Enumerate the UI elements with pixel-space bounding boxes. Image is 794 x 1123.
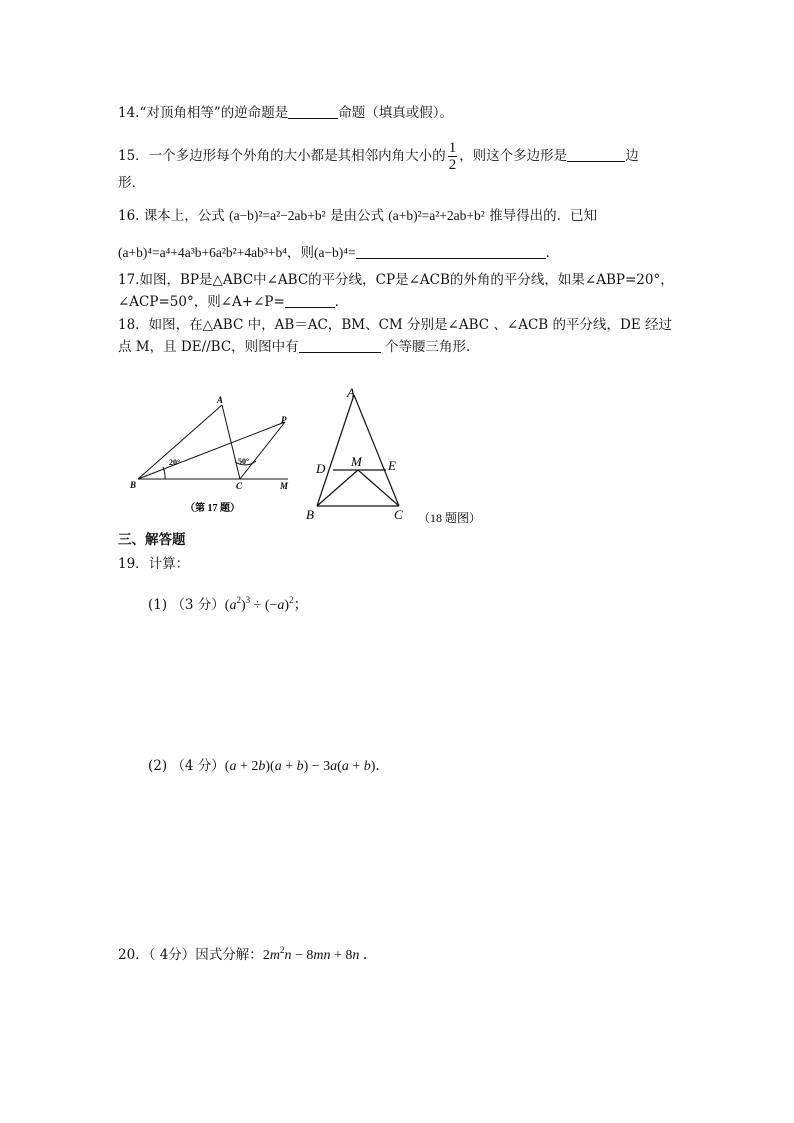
q15-frac-den: 2 <box>448 157 457 173</box>
q19-part-1-expression: $(a^2)^3 \div (-a)^2$； <box>224 595 308 613</box>
fig17-angle-20: 20° <box>169 458 181 467</box>
section-3-title: 三、解答题 <box>118 532 186 548</box>
question-16 <box>118 207 597 225</box>
fig18-caption: （18 题图） <box>418 511 482 525</box>
figure-17 <box>125 385 305 520</box>
q20-label: 20．（ 4分）因式分解： <box>118 947 263 963</box>
q20-expression: $2m^2n - 8mn + 8n$ ． <box>262 945 377 963</box>
fig17-label-c: C <box>236 481 243 491</box>
fig18-label-b: B <box>306 507 314 522</box>
fig17-label-b: B <box>130 480 137 490</box>
question-14 <box>118 104 453 122</box>
figure-18 <box>300 380 500 530</box>
fig17-label-m: M <box>280 481 289 491</box>
question-18: 18．如图，在△ABC 中，AB＝AC，BM、CM 分别是∠ABC 、∠ACB 的平分线，DE 经过 <box>118 317 672 333</box>
q19-part-2-expression: (a + 2b)(a + b) − 3a(a + b)． <box>224 759 390 774</box>
q19-part-1-label: (1) （3 分） <box>148 597 225 613</box>
q16-formula-2: (a+b)²=a²+2ab+b² <box>388 208 485 223</box>
q17-line-2 <box>118 293 348 311</box>
q16-text-d: ，则 <box>286 245 314 261</box>
fig18-label-d: D <box>316 461 326 476</box>
q14-answer-blank[interactable] <box>288 105 338 119</box>
fig18-label-m: M <box>351 454 362 469</box>
q18-answer-blank[interactable] <box>299 339 381 353</box>
q16-line-2 <box>118 244 559 262</box>
q16-answer-blank[interactable] <box>356 245 546 259</box>
q14-number: 14. <box>118 105 140 121</box>
q16-text-a: 课本上，公式 <box>143 208 225 224</box>
q18-line-2 <box>118 338 479 356</box>
fig17-caption: （第 17 题） <box>185 503 240 514</box>
fig18-label-e: E <box>388 458 396 473</box>
q18-text-a: 点 M，且 DE//BC，则图中有 <box>118 339 299 355</box>
question-17: 17.如图，BP是△ABC中∠ABC的平分线，CP是∠ACB的外角的平分线，如果∠ABP=20°， <box>118 272 674 288</box>
q15-fraction <box>448 140 458 173</box>
q15-continuation: 形． <box>118 175 145 191</box>
q14-text-a: “对顶角相等”的逆命题是 <box>139 105 289 121</box>
q19-part-2 <box>148 757 389 776</box>
fig18-label-c: C <box>394 507 403 522</box>
q16-formula-4: (a−b)⁴= <box>313 245 356 260</box>
q15-answer-blank[interactable] <box>567 148 625 162</box>
fig17-angle-50: 50° <box>238 457 250 466</box>
q19-part-1 <box>148 596 308 615</box>
q18-text-b: 个等腰三角形． <box>384 339 480 355</box>
q17-text-a: ∠ACP=50°，则∠A+∠P= <box>118 294 285 310</box>
fig18-label-a: A <box>347 385 355 400</box>
q15-number: 15． <box>118 148 149 164</box>
q15-text-c: 边 <box>625 148 639 164</box>
question-20 <box>118 946 377 965</box>
q15-text-a: 一个多边形每个外角的大小都是其相邻内角大小的 <box>148 148 446 164</box>
q16-text-e: ． <box>545 245 560 261</box>
q16-text-c: 推导得出的．已知 <box>489 208 598 224</box>
question-19: 19．计算： <box>118 556 190 572</box>
q14-text-b: 命题（填真或假）。 <box>338 105 454 121</box>
q15-text-b: ，则这个多边形是 <box>459 148 568 164</box>
q17-answer-blank[interactable] <box>285 294 335 308</box>
q17-text-b: ． <box>334 294 349 310</box>
q16-formula-3: (a+b)⁴=a⁴+4a³b+6a²b²+4ab³+b⁴ <box>118 245 287 260</box>
q15-frac-num: 1 <box>448 140 457 156</box>
q19-part-2-label: (2) （4 分） <box>148 758 225 774</box>
q16-number: 16. <box>118 208 140 224</box>
question-15 <box>118 140 639 173</box>
q16-formula-1: (a−b)²=a²−2ab+b² <box>229 208 326 223</box>
fig17-label-p: P <box>281 415 287 425</box>
q16-text-b: 是由公式 <box>329 208 384 224</box>
fig17-label-a: A <box>217 395 224 405</box>
